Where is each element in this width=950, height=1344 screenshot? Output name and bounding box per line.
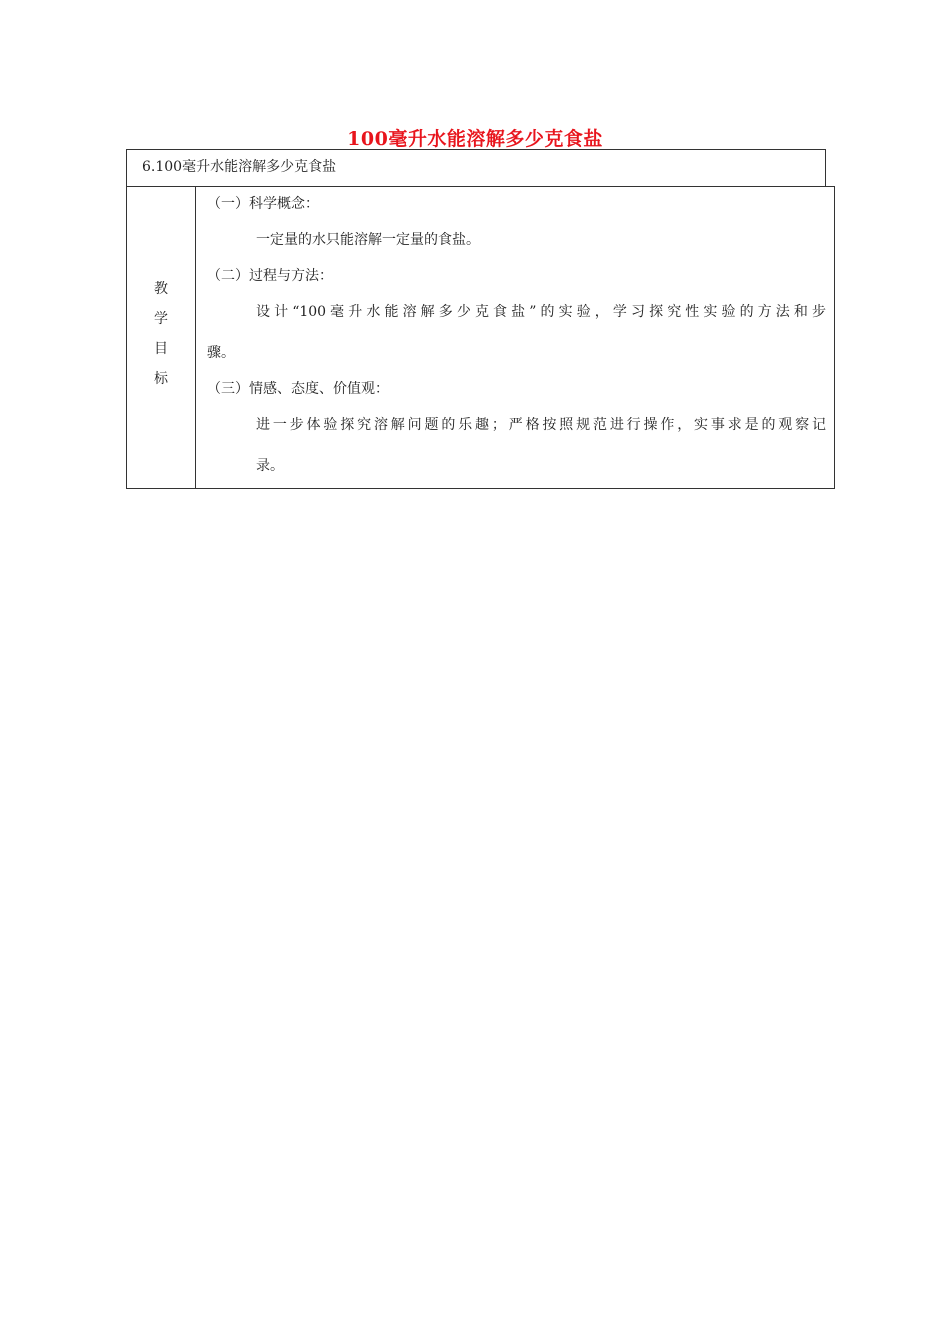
section-body-process-line1: 设计“100毫升水能溶解多少克食盐”的实验，学习探究性实验的方法和步 <box>256 304 826 320</box>
section-body-process-line2: 骤。 <box>207 345 235 361</box>
section-body-concepts: 一定量的水只能溶解一定量的食盐。 <box>256 232 480 248</box>
goals-label-char: 标 <box>154 371 168 387</box>
goals-label-char: 教 <box>154 281 168 297</box>
teaching-goals-table <box>126 186 835 489</box>
section-body-attitude-line2: 录。 <box>256 458 284 474</box>
lesson-header-cell <box>126 149 826 186</box>
document-title: 100毫升水能溶解多少克食盐 <box>347 128 603 150</box>
section-heading-concepts: （一）科学概念： <box>207 196 319 212</box>
teaching-goals-label-cell <box>127 187 196 488</box>
lesson-title: 6.100毫升水能溶解多少克食盐 <box>142 159 337 175</box>
section-heading-attitude: （三）情感、态度、价值观： <box>207 381 389 397</box>
section-heading-process: （二）过程与方法： <box>207 268 333 284</box>
goals-label-char: 学 <box>154 311 168 327</box>
teaching-goals-content <box>196 187 834 488</box>
goals-label-char: 目 <box>154 341 168 357</box>
section-body-attitude-line1: 进一步体验探究溶解问题的乐趣；严格按照规范进行操作，实事求是的观察记 <box>256 417 826 433</box>
